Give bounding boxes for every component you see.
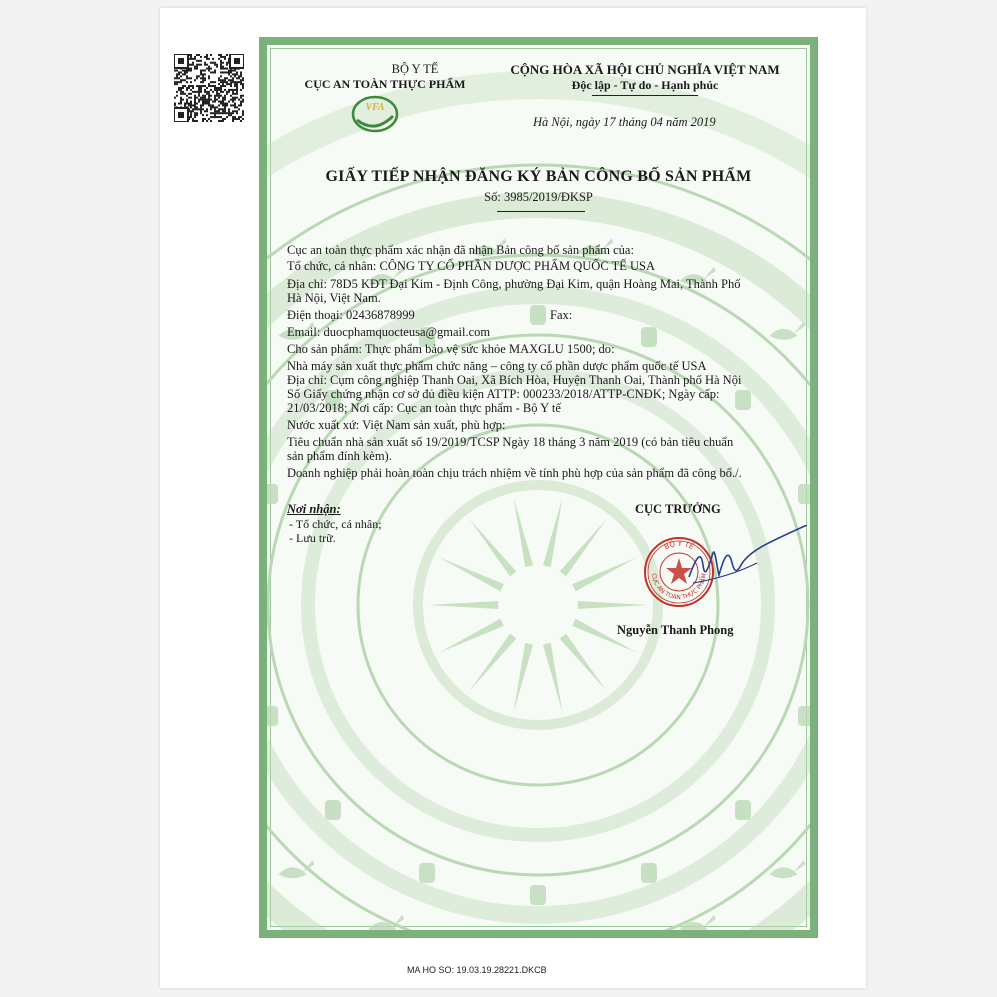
phone-line: Điện thoại: 02436878999 bbox=[287, 308, 415, 322]
recipients-heading: Nơi nhận: bbox=[287, 502, 341, 516]
document-title: GIẤY TIẾP NHẬN ĐĂNG KÝ BẢN CÔNG BỐ SẢN PHẨM bbox=[325, 168, 752, 185]
product-line: Cho sản phẩm: Thực phẩm bảo vệ sức khỏe MAXGLU 1500; do: bbox=[287, 342, 615, 356]
dossier-code: MA HO SO: 19.03.19.28221.DKCB bbox=[407, 965, 547, 975]
origin-line: Nước xuất xứ: Việt Nam sản xuất, phù hợp: bbox=[287, 418, 506, 432]
signer-title: CỤC TRƯỞNG bbox=[635, 502, 721, 516]
intro-line: Cục an toàn thực phẩm xác nhận đã nhận Bản công bố sản phẩm của: bbox=[287, 243, 634, 257]
certificate-line-2: 21/03/2018; Nơi cấp: Cục an toàn thực phẩm - Bộ Y tế bbox=[287, 401, 561, 415]
certificate-content bbox=[267, 45, 810, 930]
address-line-2: Hà Nội, Việt Nam. bbox=[287, 291, 381, 305]
issue-date: Hà Nội, ngày 17 tháng 04 năm 2019 bbox=[533, 115, 716, 129]
seal-bottom-text: CỤC AN TOÀN THỰC PHẨM bbox=[649, 572, 709, 602]
ministry-name: BỘ Y TẾ bbox=[391, 62, 439, 76]
department-name: CỤC AN TOÀN THỰC PHẨM bbox=[304, 77, 466, 91]
motto-underline bbox=[592, 95, 698, 96]
address-line-1: Địa chỉ: 78D5 KĐT Đại Kim - Định Công, phường Đại Kim, quận Hoàng Mai, Thành Phố bbox=[287, 277, 741, 291]
factory-address-line: Địa chỉ: Cụm công nghiệp Thanh Oai, Xã Bích Hòa, Huyện Thanh Oai, Thành phố Hà Nội bbox=[287, 373, 742, 387]
national-motto: Độc lập - Tự do - Hạnh phúc bbox=[571, 78, 719, 92]
email-line: Email: duocphamquocteusa@gmail.com bbox=[287, 325, 491, 339]
organization-line: Tổ chức, cá nhân: CÔNG TY CỔ PHẦN DƯỢC PHẨM QUỐC TẾ USA bbox=[287, 259, 655, 273]
standard-line-2: sản phẩm đính kèm). bbox=[287, 449, 392, 463]
title-underline bbox=[497, 211, 585, 212]
seal-top-text: BỘ Y TẾ bbox=[663, 539, 695, 552]
standard-line-1: Tiêu chuẩn nhà sản xuất số 19/2019/TCSP Ngày 18 tháng 3 năm 2019 (có bản tiêu chuẩn bbox=[287, 435, 734, 449]
signer-name: Nguyễn Thanh Phong bbox=[617, 623, 734, 637]
vfa-logo-icon bbox=[347, 90, 403, 136]
document-number: Số: 3985/2019/ĐKSP bbox=[484, 190, 593, 204]
recipient-item: - Tổ chức, cá nhân; bbox=[289, 517, 382, 531]
factory-line: Nhà máy sản xuất thực phẩm chức năng – công ty cổ phần dược phẩm quốc tế USA bbox=[287, 359, 707, 373]
qr-code-icon bbox=[174, 54, 244, 122]
republic-name: CỘNG HÒA XÃ HỘI CHỦ NGHĨA VIỆT NAM bbox=[510, 62, 780, 77]
vfa-logo-text: VFA bbox=[365, 102, 385, 113]
responsibility-line: Doanh nghiệp phải hoàn toàn chịu trách nhiệm về tính phù hợp của sản phẩm đã công bố./. bbox=[287, 466, 742, 480]
fax-line: Fax: bbox=[550, 308, 573, 322]
recipient-item: - Lưu trữ. bbox=[289, 531, 336, 545]
certificate-frame bbox=[259, 37, 818, 938]
certificate-line-1: Số Giấy chứng nhận cơ sở đủ điều kiện ATTP: 000233/2018/ATTP-CNĐK; Ngày cấp: bbox=[287, 387, 720, 401]
signature-icon bbox=[657, 525, 817, 605]
